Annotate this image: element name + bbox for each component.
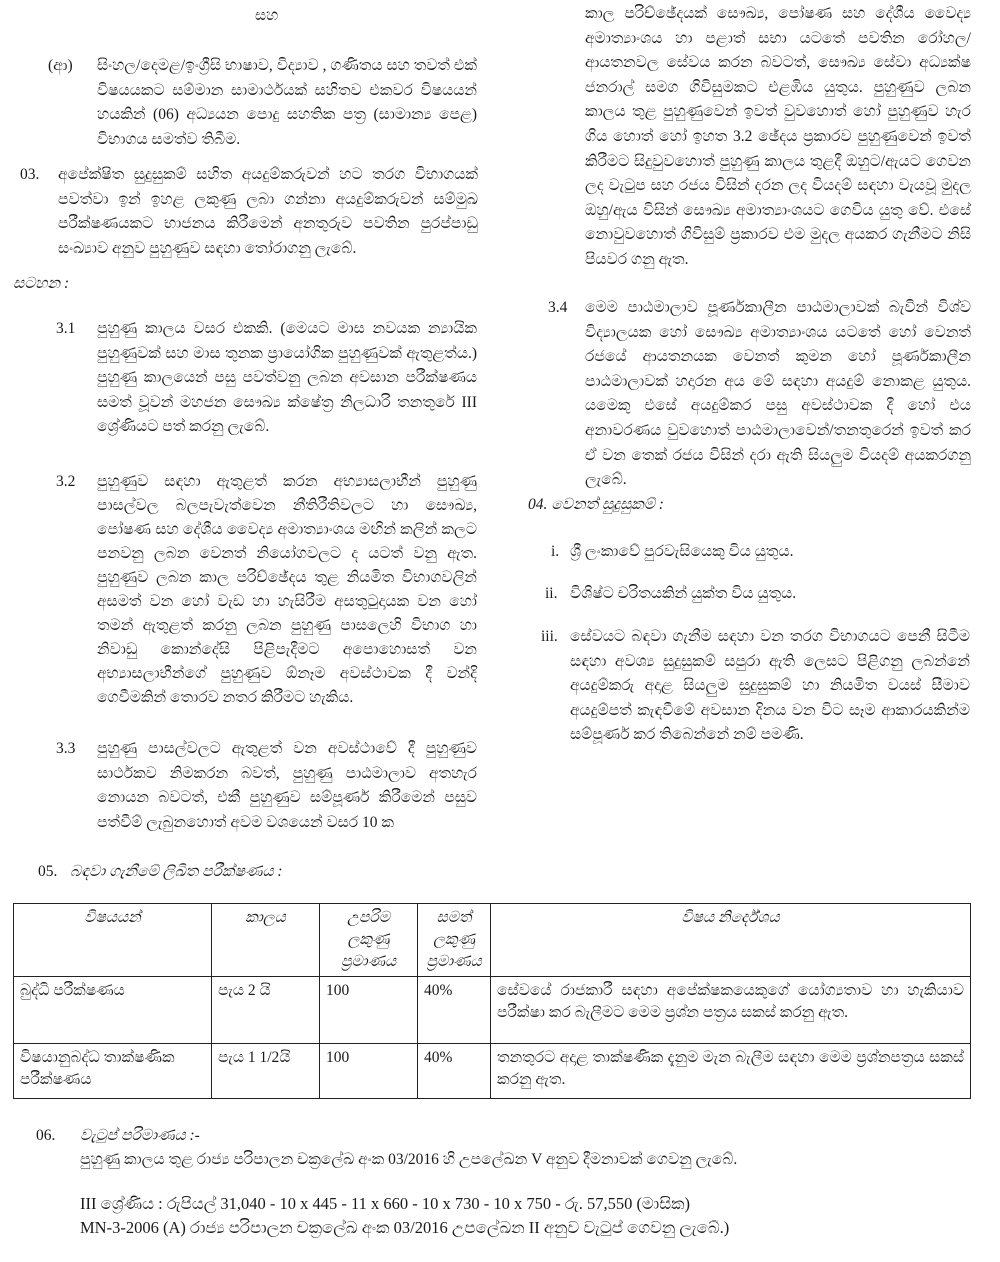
- section-05-title: බඳවා ගැනීමේ ලිඛිත පරීක්ෂණය :: [70, 863, 283, 880]
- table-row: [14, 977, 971, 1044]
- salary-line-3: MN-3-2006 (A) රාජ්‍ය පරිපාලන චක්‍රලේඛ අංක 03/2016 උපලේඛන II අනුව වැටුප් ගෙවනු ලැබේ.): [80, 1218, 730, 1237]
- item-i-number: i.: [551, 543, 560, 560]
- note-label: සටහන :: [13, 275, 70, 292]
- section-04-heading: 04. වෙනත් සුදුසුකම් :: [528, 496, 664, 513]
- section-03-text: අපේක්ෂිත සුදුසුකම් සහිත අයදුම්කරුවන් හට තරග විභාගයක් පවත්වා ඉන් ඉහළ ලකුණු ලබා ගන්නා අයදුම්කරුවන් සම්මුඛ පරීක්ෂණයකට භාජනය කිරීමෙන් අනතුරුව පවතින පුරප්පාඩු සංඛ්‍යාව අනුව පුහුණුව සඳහා තෝරාගනු ලැබේ.: [58, 166, 478, 257]
- section-06-title: වැටුප් පරිමාණය :-: [80, 1127, 200, 1144]
- row-subject: බුද්ධි පරීක්ෂණය: [14, 977, 212, 1044]
- row-time: පැය 2 යි: [212, 977, 320, 1044]
- row-pass: 40%: [418, 977, 491, 1044]
- item-iii-text: සේවයට බඳවා ගැනීම සඳහා වන තරග විභාගයට පෙනී සිටීම සඳහා අවශ්‍ය සුදුසුකම් සපුරා ඇති ලෙසට පිළිගනු ලබන්නේ අයදුම්කරු අදාළ සියලුම සුදුසුකම් හා නියමිත වයස් සීමාව අයදුම්පත් කැඳවීමේ අවසාන දිනය වන විට සෑම ආකාරයකින්ම සම්පූර්ණ කර තිබෙන්නේ නම් පමණි.: [570, 628, 970, 744]
- section-05-number: 05.: [38, 863, 58, 880]
- para-3-4-text: මෙම පාඨමාලාව පූර්ණකාලීන පාඨමාලාවක් බැවින් විශ්ව විද්‍යාලයක හෝ සෞඛ්‍ය අමාත්‍යාංශය යටතේ හෝ වෙනත් රජයේ ආයතනයක වෙනත් කුමන හෝ පූර්ණකාලීන පාඨමාලාවක් හදාරන අය මේ සඳහා අයදුම් නොකළ යුතුය. යමෙකු එසේ අයදුම්කර පසු අවස්ථාවක දී හෝ එය අනාවරණය වුවහොත් පාඨමාලාවෙන්/තනතුරෙන් ඉවත් කර ඒ වන තෙක් රජය විසින් දරා ඇති සියලුම වියදම් අයකරගනු ලැබේ.: [585, 299, 971, 489]
- row-max: 100: [320, 977, 418, 1044]
- para-3-4-number: 3.4: [548, 299, 568, 316]
- para-3-1-text: පුහුණු කාලය වසර එකකි. (මෙයට මාස නවයක න්‍යායික පුහුණුවක් සහ මාස තුනක ප්‍රායෝගික පුහුණුවක් ඇතුළත්ය.) පුහුණු කාලයෙන් පසු පවත්වනු ලබන අවසාන පරීක්ෂණය සමත් වූවන් මහජන සෞඛ්‍ය ක්ෂේත්‍ර නිලධාරි තනතුරේ III ශ්‍රේණියට පත් කරනු ලැබේ.: [97, 320, 477, 436]
- para-3-1-number: 3.1: [56, 320, 76, 337]
- header-pass-marks: සමත් ලකුණු ප්‍රමාණය: [418, 904, 491, 977]
- item-iii-number: iii.: [541, 628, 558, 645]
- row-syllabus: සේවයේ රාජකාරී සඳහා අපේක්ෂකයෙකුගේ යෝග්‍යතාව හා හැකියාව පරීක්ෂා කර බැලීමට මෙම ප්‍රශ්න පත්‍රය සකස් කරනු ඇත.: [491, 977, 971, 1044]
- para-3-3-number: 3.3: [56, 740, 76, 757]
- item-ii-text: විශිෂ්ට චරිතයකින් යුක්ත විය යුතුය.: [570, 585, 797, 602]
- section-03-number: 03.: [20, 166, 40, 183]
- header-max-marks: උපරිම ලකුණු ප්‍රමාණය: [320, 904, 418, 977]
- header-syllabus: විෂය නිර්දේශය: [491, 904, 971, 977]
- exam-table: [13, 903, 971, 1099]
- table-row: [14, 1044, 971, 1099]
- para-3-2-text: පුහුණුව සඳහා ඇතුළත් කරන අභ්‍යාසලාභීන් පුහුණු පාසල්වල බලපැවැත්වෙන නීතිරීතිවලට හා සෞඛ්‍ය, පෝෂණ සහ දේශීය වෛද්‍ය අමාත්‍යාංශය මඟින් කලින් කලට පනවනු ලබන වෙනත් නියෝගවලට ද යටත් වනු ඇත. පුහුණුව ලබන කාල පරිච්ඡේදය තුළ නියමිත විභාගවලින් අසමත් වන හෝ වැඩ හා හැසිරීම අසතුටුදායක වන හෝ තමන් ඇතුළත් කරනු ලබන පුහුණු පාසලෙහි විභාග හා නිවාඩු කොන්දේසි පිළිපැදීමට අපොහොසත් වන අභ්‍යාසලාභීන්ගේ පුහුණුව ඕනෑම අවස්ථාවක දී වන්දි ගෙවීමකින් තොරව නතර කිරීමට හැකිය.: [97, 473, 477, 706]
- para-3-3-text: පුහුණු පාසල්වලට ඇතුළත් වන අවස්ථාවේ දී පුහුණුව සාර්ථකව නිමකරන බවත්, පුහුණු පාඨමාලාව අතහැර නොයන බවටත්, එකී පුහුණුව සම්පූර්ණ කිරීමෙන් පසුව පත්වීම් ලැබුනහොත් අවම වශයෙන් වසර 10 ක: [97, 740, 477, 831]
- item-aa-text: සිංහල/දෙමළ/ඉංග්‍රීසි භාෂාව, විද්‍යාව , ගණිතය සහ තවත් එක් විෂයයකට සම්මාන සාමාර්ථයක් සහිතව එකවර විෂයයන් හයකින් (06) අධ්‍යයන පොදු සහතික පත්‍ර (සාමාන්‍ය පෙළ) විභාගය සමත්ව තිබීම.: [97, 57, 477, 148]
- row-syllabus: තනතුරට අදාළ තාක්ෂණික දැනුම මැන බැලීම සඳහා මෙම ප්‍රශ්නපත්‍රය සකස් කරනු ඇත.: [491, 1044, 971, 1099]
- salary-line-2: III ශ්‍රේණිය : රුපියල් 31,040 - 10 x 445 - 11 x 660 - 10 x 730 - 10 x 750 - රු. 57,550 (මාසික): [80, 1194, 690, 1213]
- section-06-number: 06.: [36, 1127, 56, 1144]
- row-subject: විෂයානුබද්ධ තාක්ෂණික පරීක්ෂණය: [14, 1044, 212, 1099]
- item-aa-marker: (ආ): [48, 57, 73, 74]
- item-ii-number: ii.: [545, 585, 558, 602]
- row-max: 100: [320, 1044, 418, 1099]
- item-i-text: ශ්‍රී ලංකාවේ පුරවැසියෙකු විය යුතුය.: [570, 543, 794, 560]
- row-pass: 40%: [418, 1044, 491, 1099]
- para-3-2-number: 3.2: [56, 473, 76, 490]
- header-duration: කාලය: [212, 904, 320, 977]
- salary-line-1: පුහුණු කාලය තුළ රාජ්‍ය පරිපාලන චක්‍රලේඛ අංක 03/2016 හි උපලේඛන V අනුව දීමනාවක් ගෙවනු ලැබේ.: [80, 1151, 738, 1168]
- exam-table-header: [14, 904, 971, 977]
- saha-text: සහ: [255, 7, 279, 24]
- header-subjects: විෂයයන්: [14, 904, 212, 977]
- row-time: පැය 1 1/2යි: [212, 1044, 320, 1099]
- para-3-3-continued: කාල පරිච්ඡේදයක් සෞඛ්‍ය, පෝෂණ සහ දේශීය වෛද්‍ය අමාත්‍යාංශය හා පළාත් සභා යටතේ පවතින රෝහල/ආයතනවල සේවය කරන බවටත්, සෞඛ්‍ය සේවා අධ්‍යක්ෂ ජනරාල් සමග ගිවිසුමකට එළඹිය යුතුය. පුහුණුව ලබන කාලය තුළ පුහුණුවෙන් ඉවත් වුවහොත් හෝ පුහුණුව හැර ගිය හොත් හෝ ඉහත 3.2 ඡේදය ප්‍රකාරව පුහුණුවෙන් ඉවත් කිරීමට සිදුවුවහොත් පුහුණු කාලය තුළදී ඔහුට/ඇයට ගෙවන ලද වැටුප සහ රජය විසින් දරන ලද වියදම් සඳහා වැයවූ මුදල ඔහු/ඇය විසින් සෞඛ්‍ය අමාත්‍යාංශයට ගෙවිය යුතු වේ. එසේ නොවුවහොත් ගිවිසුම් ප්‍රකාරව එම මුදල අයකර ගැනීමට නිසි පියවර ගනු ඇත.: [585, 5, 971, 268]
